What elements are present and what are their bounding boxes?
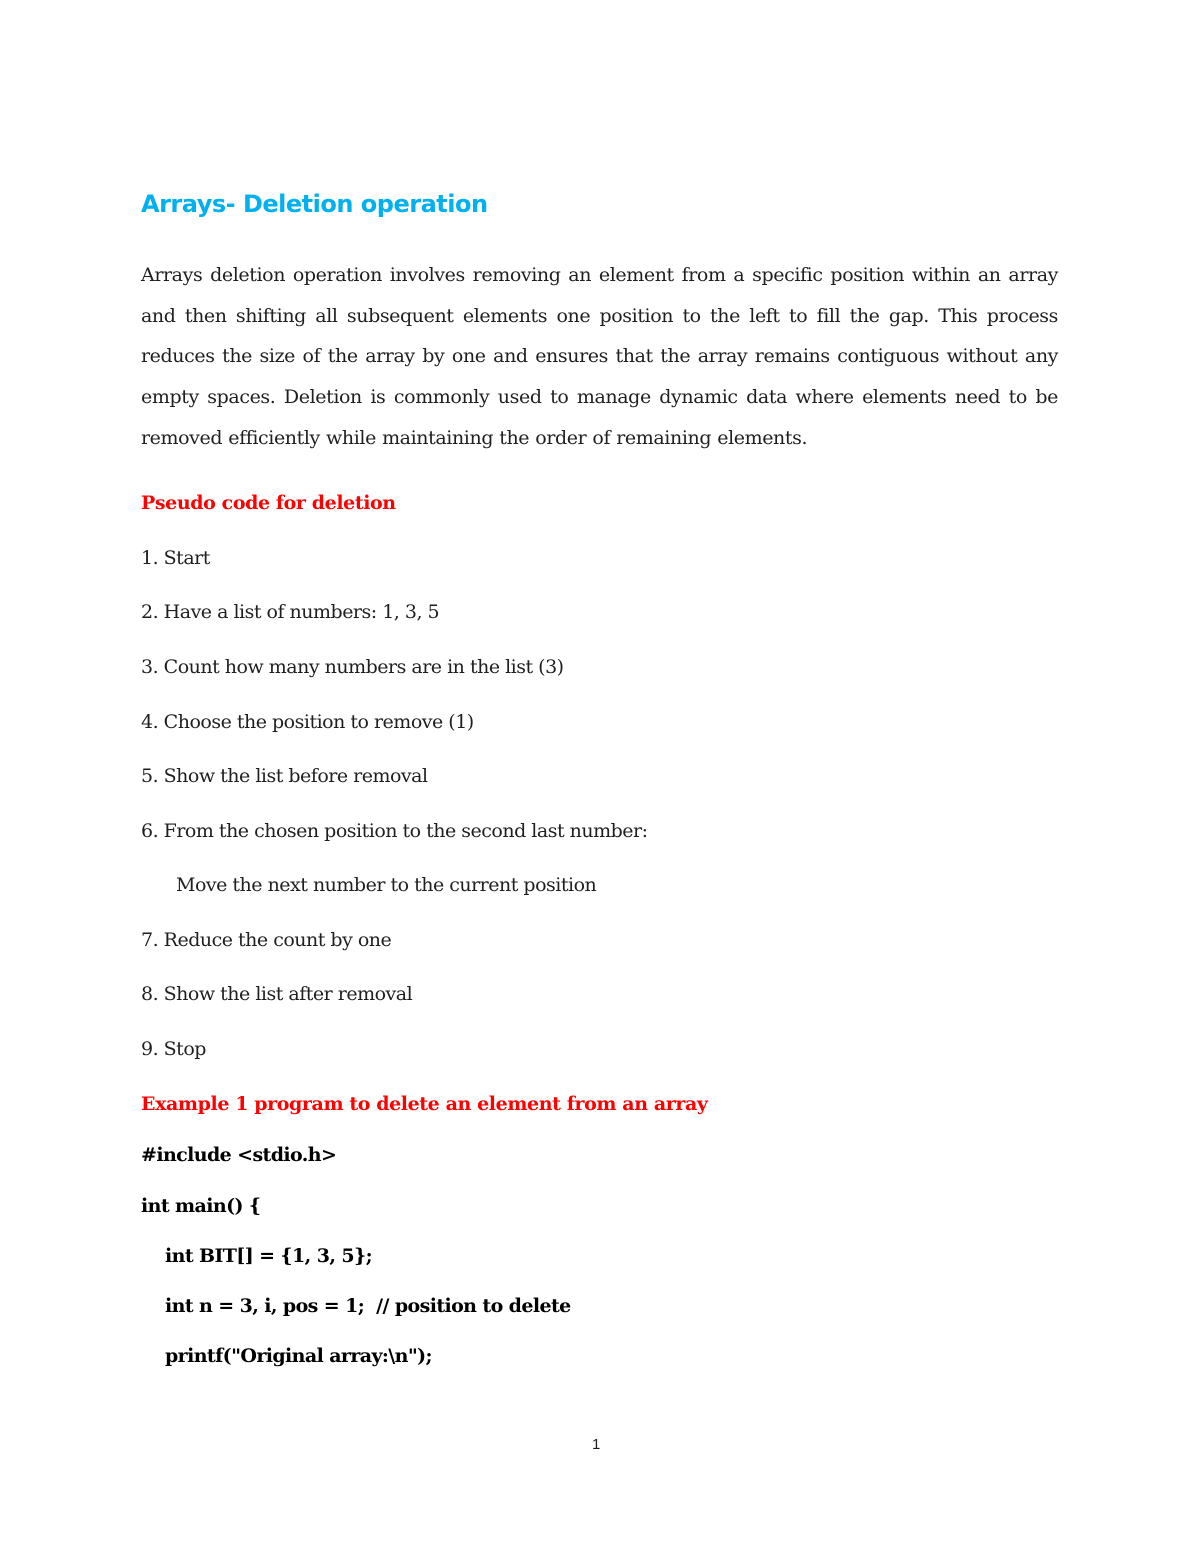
intro-paragraph: Arrays deletion operation involves removing an element from a specific position within an array and then shifting all subsequent elements one position to the left to fill the gap. This process reduces the size of the array by one and ensures that the array remains contiguous without any empty spaces. Deletion is commonly used to manage dynamic data where elements need to be removed efficiently while maintaining the order of remaining elements. bbox=[141, 264, 1058, 449]
pseudo-code-heading: Pseudo code for deletion bbox=[141, 492, 396, 514]
code-line: int n = 3, i, pos = 1; // position to delete bbox=[165, 1295, 571, 1317]
pseudo-step: 3. Count how many numbers are in the list (3) bbox=[141, 656, 564, 678]
pseudo-step: 4. Choose the position to remove (1) bbox=[141, 711, 474, 733]
pseudo-step: 7. Reduce the count by one bbox=[141, 929, 392, 951]
pseudo-step: 8. Show the list after removal bbox=[141, 983, 413, 1005]
pseudo-step: 5. Show the list before removal bbox=[141, 765, 428, 787]
code-line: int BIT[] = {1, 3, 5}; bbox=[165, 1245, 373, 1267]
pseudo-step: 1. Start bbox=[141, 547, 210, 569]
page-title: Arrays- Deletion operation bbox=[141, 190, 488, 218]
pseudo-step-substep: Move the next number to the current position bbox=[176, 874, 597, 896]
code-line: printf("Original array:\n"); bbox=[165, 1345, 432, 1367]
pseudo-step: 2. Have a list of numbers: 1, 3, 5 bbox=[141, 601, 440, 623]
pseudo-step: 9. Stop bbox=[141, 1038, 206, 1060]
code-line: int main() { bbox=[141, 1195, 261, 1217]
example-heading: Example 1 program to delete an element from an array bbox=[141, 1093, 708, 1115]
code-line: #include <stdio.h> bbox=[141, 1144, 337, 1166]
pseudo-step: 6. From the chosen position to the second last number: bbox=[141, 820, 648, 842]
page-number: 1 bbox=[592, 1436, 601, 1453]
